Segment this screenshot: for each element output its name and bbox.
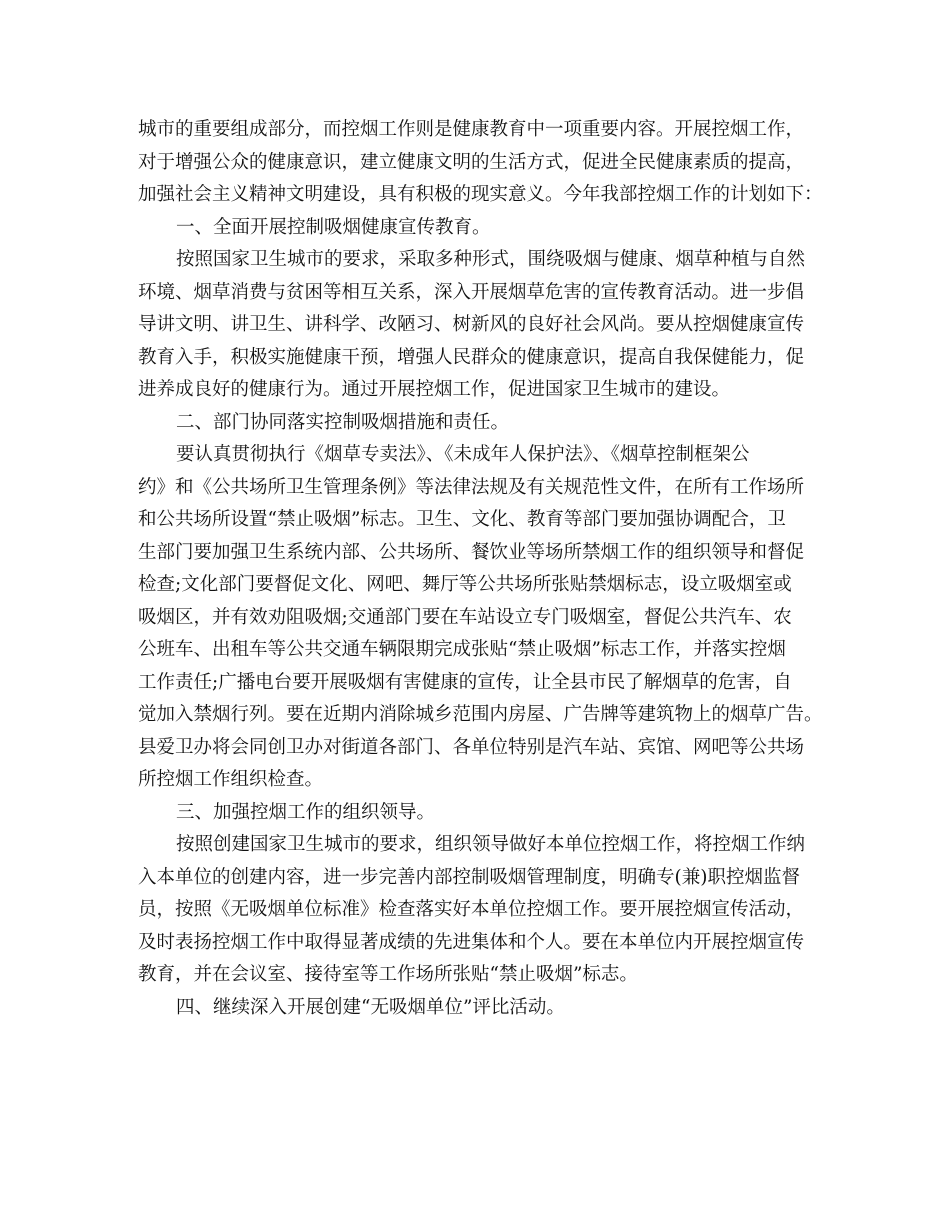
paragraph-line: 按照创建国家卫生城市的要求，组织领导做好本单位控烟工作，将控烟工作纳 — [176, 834, 806, 855]
section-heading-line: 三、加强控烟工作的组织领导。 — [176, 801, 436, 823]
paragraph-line: 工作责任;广播电台要开展吸烟有害健康的宣传，让全县市民了解烟草的危害，自 — [138, 671, 792, 693]
paragraph-line: 要认真贯彻执行《烟草专卖法》、《未成年人保护法》、《烟草控制框架公 — [176, 444, 750, 465]
paragraph-line: 公班车、出租车等公共交通车辆限期完成张贴“禁止吸烟”标志工作，并落实控烟 — [138, 639, 786, 660]
paragraph-line: 吸烟区，并有效劝阻吸烟;交通部门要在车站设立专门吸烟室，督促公共汽车、农 — [138, 606, 792, 628]
paragraph-line: 及时表扬控烟工作中取得显著成绩的先进集体和个人。要在本单位内开展控烟宣传 — [138, 931, 805, 953]
section-heading-line: 二、部门协同落实控制吸烟措施和责任。 — [176, 411, 510, 433]
paragraph-line: 觉加入禁烟行列。要在近期内消除城乡范围内房屋、广告牌等建筑物上的烟草广告。 — [138, 704, 823, 725]
paragraph-line: 教育入手，积极实施健康干预，增强人民群众的健康意识，提高自我保健能力，促 — [138, 346, 805, 368]
paragraph-line: 按照国家卫生城市的要求，采取多种形式，围绕吸烟与健康、烟草种植与自然 — [176, 249, 806, 270]
paragraph-line: 加强社会主义精神文明建设，具有积极的现实意义。今年我部控烟工作的计划如下： — [138, 184, 823, 205]
paragraph-line: 导讲文明、讲卫生、讲科学、改陋习、树新风的良好社会风尚。要从控烟健康宣传 — [138, 314, 805, 335]
paragraph-line: 检查;文化部门要督促文化、网吧、舞厅等公共场所张贴禁烟标志，设立吸烟室或 — [138, 574, 792, 595]
paragraph-line: 对于增强公众的健康意识，建立健康文明的生活方式，促进全民健康素质的提高， — [138, 151, 805, 173]
paragraph-line: 县爱卫办将会同创卫办对街道各部门、各单位特别是汽车站、宾馆、网吧等公共场 — [138, 736, 805, 758]
section-heading-line: 一、全面开展控制吸烟健康宣传教育。 — [176, 216, 491, 238]
paragraph-line: 城市的重要组成部分，而控烟工作则是健康教育中一项重要内容。开展控烟工作， — [138, 119, 805, 140]
paragraph-line: 进养成良好的健康行为。通过开展控烟工作，促进国家卫生城市的建设。 — [138, 379, 731, 400]
paragraph-line: 入本单位的创建内容，进一步完善内部控制吸烟管理制度，明确专(兼)职控烟监督 — [138, 866, 800, 888]
document-body — [138, 114, 828, 1024]
paragraph-line: 生部门要加强卫生系统内部、公共场所、餐饮业等场所禁烟工作的组织领导和督促 — [138, 541, 805, 563]
paragraph-line: 约》和《公共场所卫生管理条例》等法律法规及有关规范性文件，在所有工作场所 — [138, 476, 805, 498]
paragraph-line: 教育，并在会议室、接待室等工作场所张贴“禁止吸烟”标志。 — [138, 964, 638, 985]
paragraph-line: 员，按照《无吸烟单位标准》检查落实好本单位控烟工作。要开展控烟宣传活动， — [138, 899, 805, 920]
paragraph-line: 所控烟工作组织检查。 — [138, 769, 324, 790]
paragraph-line: 环境、烟草消费与贫困等相互关系，深入开展烟草危害的宣传教育活动。进一步倡 — [138, 281, 805, 303]
paragraph-line: 和公共场所设置“禁止吸烟”标志。卫生、文化、教育等部门要加强协调配合，卫 — [138, 509, 786, 530]
section-heading-line: 四、继续深入开展创建“无吸烟单位”评比活动。 — [176, 996, 565, 1018]
